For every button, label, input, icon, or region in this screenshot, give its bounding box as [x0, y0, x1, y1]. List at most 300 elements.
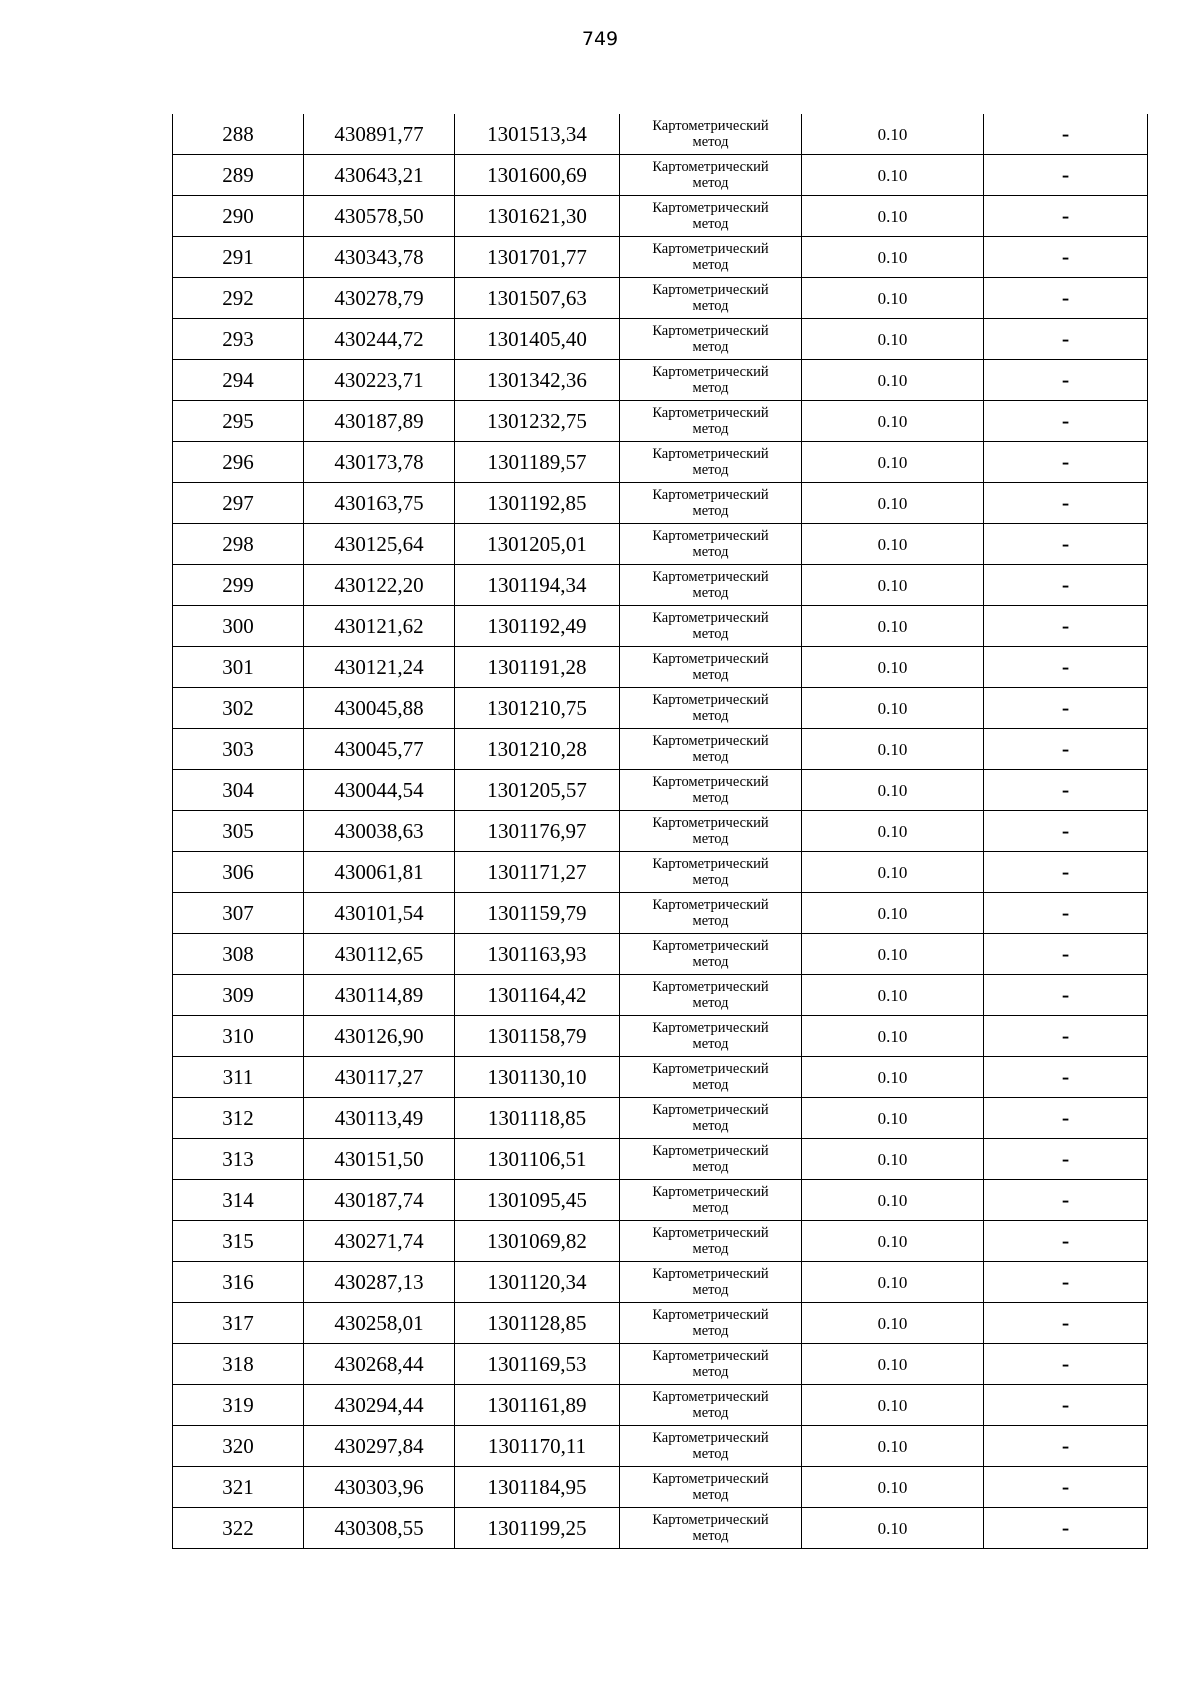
method-line-1: Картометрический	[652, 1471, 769, 1487]
method-cell	[620, 1139, 802, 1180]
accuracy-cell: 0.10	[802, 688, 984, 729]
method-cell	[620, 1303, 802, 1344]
description-cell: -	[984, 155, 1148, 196]
method-line-1: Картометрический	[652, 1348, 769, 1364]
x-coordinate-cell: 430045,77	[304, 729, 455, 770]
x-coordinate-cell: 430294,44	[304, 1385, 455, 1426]
description-cell: -	[984, 1139, 1148, 1180]
method-line-1: Картометрический	[652, 405, 769, 421]
point-number-cell: 322	[173, 1508, 304, 1549]
accuracy-cell: 0.10	[802, 1426, 984, 1467]
point-number-cell: 298	[173, 524, 304, 565]
x-coordinate-cell: 430038,63	[304, 811, 455, 852]
table-row	[173, 1016, 1148, 1057]
x-coordinate-cell: 430244,72	[304, 319, 455, 360]
description-cell: -	[984, 401, 1148, 442]
method-line-1: Картометрический	[652, 1020, 769, 1036]
method-line-2: метод	[692, 134, 729, 150]
description-cell: -	[984, 1303, 1148, 1344]
x-coordinate-cell: 430578,50	[304, 196, 455, 237]
method-line-1: Картометрический	[652, 1143, 769, 1159]
description-cell: -	[984, 852, 1148, 893]
method-cell	[620, 1016, 802, 1057]
point-number-cell: 314	[173, 1180, 304, 1221]
method-cell	[620, 1262, 802, 1303]
table-row	[173, 237, 1148, 278]
description-cell: -	[984, 1098, 1148, 1139]
accuracy-cell: 0.10	[802, 1467, 984, 1508]
accuracy-cell: 0.10	[802, 852, 984, 893]
method-cell	[620, 1467, 802, 1508]
table-row	[173, 770, 1148, 811]
table-row	[173, 811, 1148, 852]
y-coordinate-cell: 1301158,79	[455, 1016, 620, 1057]
method-line-2: метод	[692, 544, 729, 560]
method-cell	[620, 401, 802, 442]
method-line-1: Картометрический	[652, 692, 769, 708]
point-number-cell: 296	[173, 442, 304, 483]
accuracy-cell: 0.10	[802, 1508, 984, 1549]
method-cell	[620, 237, 802, 278]
description-cell: -	[984, 319, 1148, 360]
x-coordinate-cell: 430343,78	[304, 237, 455, 278]
method-line-2: метод	[692, 462, 729, 478]
table-row	[173, 1139, 1148, 1180]
description-cell: -	[984, 934, 1148, 975]
y-coordinate-cell: 1301176,97	[455, 811, 620, 852]
y-coordinate-cell: 1301169,53	[455, 1344, 620, 1385]
y-coordinate-cell: 1301210,75	[455, 688, 620, 729]
method-line-2: метод	[692, 1487, 729, 1503]
accuracy-cell: 0.10	[802, 1221, 984, 1262]
accuracy-cell: 0.10	[802, 975, 984, 1016]
point-number-cell: 310	[173, 1016, 304, 1057]
method-line-2: метод	[692, 1241, 729, 1257]
table-row	[173, 114, 1148, 155]
method-line-2: метод	[692, 831, 729, 847]
description-cell: -	[984, 237, 1148, 278]
accuracy-cell: 0.10	[802, 114, 984, 155]
description-cell: -	[984, 770, 1148, 811]
table-row	[173, 606, 1148, 647]
x-coordinate-cell: 430308,55	[304, 1508, 455, 1549]
x-coordinate-cell: 430045,88	[304, 688, 455, 729]
method-cell	[620, 442, 802, 483]
method-line-2: метод	[692, 421, 729, 437]
table-row	[173, 1303, 1148, 1344]
y-coordinate-cell: 1301120,34	[455, 1262, 620, 1303]
point-number-cell: 319	[173, 1385, 304, 1426]
point-number-cell: 290	[173, 196, 304, 237]
table-row	[173, 196, 1148, 237]
point-number-cell: 313	[173, 1139, 304, 1180]
x-coordinate-cell: 430891,77	[304, 114, 455, 155]
x-coordinate-cell: 430278,79	[304, 278, 455, 319]
point-number-cell: 307	[173, 893, 304, 934]
method-line-1: Картометрический	[652, 979, 769, 995]
y-coordinate-cell: 1301210,28	[455, 729, 620, 770]
method-line-2: метод	[692, 667, 729, 683]
accuracy-cell: 0.10	[802, 401, 984, 442]
method-cell	[620, 1098, 802, 1139]
y-coordinate-cell: 1301507,63	[455, 278, 620, 319]
method-line-2: метод	[692, 585, 729, 601]
accuracy-cell: 0.10	[802, 729, 984, 770]
point-number-cell: 295	[173, 401, 304, 442]
method-line-1: Картометрический	[652, 1266, 769, 1282]
accuracy-cell: 0.10	[802, 1057, 984, 1098]
y-coordinate-cell: 1301513,34	[455, 114, 620, 155]
table-row	[173, 934, 1148, 975]
y-coordinate-cell: 1301192,85	[455, 483, 620, 524]
accuracy-cell: 0.10	[802, 1098, 984, 1139]
x-coordinate-cell: 430268,44	[304, 1344, 455, 1385]
y-coordinate-cell: 1301199,25	[455, 1508, 620, 1549]
method-cell	[620, 1057, 802, 1098]
table-row	[173, 401, 1148, 442]
accuracy-cell: 0.10	[802, 1262, 984, 1303]
method-cell	[620, 155, 802, 196]
table-row	[173, 1508, 1148, 1549]
description-cell: -	[984, 1262, 1148, 1303]
description-cell: -	[984, 1344, 1148, 1385]
method-line-1: Картометрический	[652, 159, 769, 175]
accuracy-cell: 0.10	[802, 770, 984, 811]
table-row	[173, 1426, 1148, 1467]
method-line-1: Картометрический	[652, 569, 769, 585]
point-number-cell: 321	[173, 1467, 304, 1508]
accuracy-cell: 0.10	[802, 483, 984, 524]
x-coordinate-cell: 430121,62	[304, 606, 455, 647]
table-row	[173, 1344, 1148, 1385]
y-coordinate-cell: 1301189,57	[455, 442, 620, 483]
method-line-2: метод	[692, 1446, 729, 1462]
method-line-2: метод	[692, 1036, 729, 1052]
method-line-2: метод	[692, 339, 729, 355]
y-coordinate-cell: 1301701,77	[455, 237, 620, 278]
method-line-2: метод	[692, 503, 729, 519]
method-line-1: Картометрический	[652, 733, 769, 749]
table-row	[173, 975, 1148, 1016]
method-line-2: метод	[692, 626, 729, 642]
point-number-cell: 299	[173, 565, 304, 606]
method-line-1: Картометрический	[652, 200, 769, 216]
method-line-1: Картометрический	[652, 528, 769, 544]
x-coordinate-cell: 430117,27	[304, 1057, 455, 1098]
point-number-cell: 292	[173, 278, 304, 319]
table-row	[173, 1385, 1148, 1426]
method-line-2: метод	[692, 872, 729, 888]
description-cell: -	[984, 278, 1148, 319]
method-line-2: метод	[692, 1282, 729, 1298]
description-cell: -	[984, 1180, 1148, 1221]
method-line-2: метод	[692, 708, 729, 724]
x-coordinate-cell: 430287,13	[304, 1262, 455, 1303]
description-cell: -	[984, 1016, 1148, 1057]
y-coordinate-cell: 1301130,10	[455, 1057, 620, 1098]
method-line-2: метод	[692, 1323, 729, 1339]
accuracy-cell: 0.10	[802, 319, 984, 360]
method-line-1: Картометрический	[652, 1184, 769, 1200]
method-cell	[620, 565, 802, 606]
point-number-cell: 311	[173, 1057, 304, 1098]
point-number-cell: 305	[173, 811, 304, 852]
description-cell: -	[984, 565, 1148, 606]
accuracy-cell: 0.10	[802, 1344, 984, 1385]
point-number-cell: 306	[173, 852, 304, 893]
point-number-cell: 312	[173, 1098, 304, 1139]
method-line-1: Картометрический	[652, 651, 769, 667]
method-line-1: Картометрический	[652, 815, 769, 831]
accuracy-cell: 0.10	[802, 237, 984, 278]
table-row	[173, 1467, 1148, 1508]
table-row	[173, 1057, 1148, 1098]
point-number-cell: 317	[173, 1303, 304, 1344]
method-cell	[620, 1426, 802, 1467]
y-coordinate-cell: 1301600,69	[455, 155, 620, 196]
accuracy-cell: 0.10	[802, 155, 984, 196]
x-coordinate-cell: 430643,21	[304, 155, 455, 196]
y-coordinate-cell: 1301232,75	[455, 401, 620, 442]
point-number-cell: 304	[173, 770, 304, 811]
method-cell	[620, 647, 802, 688]
method-line-1: Картометрический	[652, 118, 769, 134]
x-coordinate-cell: 430303,96	[304, 1467, 455, 1508]
page-number: 749	[581, 28, 619, 50]
y-coordinate-cell: 1301161,89	[455, 1385, 620, 1426]
table-row	[173, 1098, 1148, 1139]
method-line-1: Картометрический	[652, 774, 769, 790]
y-coordinate-cell: 1301170,11	[455, 1426, 620, 1467]
table-row	[173, 155, 1148, 196]
description-cell: -	[984, 1057, 1148, 1098]
y-coordinate-cell: 1301205,57	[455, 770, 620, 811]
y-coordinate-cell: 1301184,95	[455, 1467, 620, 1508]
description-cell: -	[984, 811, 1148, 852]
y-coordinate-cell: 1301069,82	[455, 1221, 620, 1262]
method-cell	[620, 688, 802, 729]
method-line-2: метод	[692, 1364, 729, 1380]
table-row	[173, 647, 1148, 688]
x-coordinate-cell: 430258,01	[304, 1303, 455, 1344]
table-row	[173, 688, 1148, 729]
accuracy-cell: 0.10	[802, 893, 984, 934]
method-line-2: метод	[692, 257, 729, 273]
y-coordinate-cell: 1301192,49	[455, 606, 620, 647]
accuracy-cell: 0.10	[802, 811, 984, 852]
description-cell: -	[984, 1508, 1148, 1549]
coordinates-table-body	[173, 114, 1148, 1549]
method-line-1: Картометрический	[652, 1389, 769, 1405]
x-coordinate-cell: 430061,81	[304, 852, 455, 893]
accuracy-cell: 0.10	[802, 524, 984, 565]
method-line-2: метод	[692, 1118, 729, 1134]
description-cell: -	[984, 688, 1148, 729]
description-cell: -	[984, 975, 1148, 1016]
description-cell: -	[984, 1385, 1148, 1426]
coordinates-table	[172, 114, 1148, 1549]
point-number-cell: 318	[173, 1344, 304, 1385]
description-cell: -	[984, 114, 1148, 155]
point-number-cell: 309	[173, 975, 304, 1016]
x-coordinate-cell: 430126,90	[304, 1016, 455, 1057]
x-coordinate-cell: 430121,24	[304, 647, 455, 688]
description-cell: -	[984, 606, 1148, 647]
method-line-2: метод	[692, 380, 729, 396]
method-cell	[620, 770, 802, 811]
point-number-cell: 289	[173, 155, 304, 196]
point-number-cell: 320	[173, 1426, 304, 1467]
method-cell	[620, 114, 802, 155]
method-line-1: Картометрический	[652, 856, 769, 872]
point-number-cell: 293	[173, 319, 304, 360]
description-cell: -	[984, 1426, 1148, 1467]
method-cell	[620, 934, 802, 975]
method-line-2: метод	[692, 995, 729, 1011]
y-coordinate-cell: 1301405,40	[455, 319, 620, 360]
point-number-cell: 302	[173, 688, 304, 729]
accuracy-cell: 0.10	[802, 934, 984, 975]
accuracy-cell: 0.10	[802, 647, 984, 688]
table-row	[173, 1221, 1148, 1262]
x-coordinate-cell: 430112,65	[304, 934, 455, 975]
method-line-1: Картометрический	[652, 282, 769, 298]
method-line-2: метод	[692, 1528, 729, 1544]
point-number-cell: 301	[173, 647, 304, 688]
method-line-2: метод	[692, 954, 729, 970]
table-row	[173, 893, 1148, 934]
y-coordinate-cell: 1301621,30	[455, 196, 620, 237]
method-line-2: метод	[692, 1077, 729, 1093]
y-coordinate-cell: 1301342,36	[455, 360, 620, 401]
method-cell	[620, 1385, 802, 1426]
table-row	[173, 565, 1148, 606]
method-cell	[620, 278, 802, 319]
y-coordinate-cell: 1301128,85	[455, 1303, 620, 1344]
table-row	[173, 1262, 1148, 1303]
method-line-2: метод	[692, 1159, 729, 1175]
method-cell	[620, 852, 802, 893]
x-coordinate-cell: 430044,54	[304, 770, 455, 811]
method-line-1: Картометрический	[652, 1102, 769, 1118]
description-cell: -	[984, 729, 1148, 770]
description-cell: -	[984, 524, 1148, 565]
accuracy-cell: 0.10	[802, 1180, 984, 1221]
method-line-1: Картометрический	[652, 610, 769, 626]
accuracy-cell: 0.10	[802, 1385, 984, 1426]
method-line-2: метод	[692, 1405, 729, 1421]
accuracy-cell: 0.10	[802, 565, 984, 606]
table-row	[173, 278, 1148, 319]
method-cell	[620, 811, 802, 852]
method-line-2: метод	[692, 298, 729, 314]
method-line-1: Картометрический	[652, 241, 769, 257]
x-coordinate-cell: 430101,54	[304, 893, 455, 934]
method-line-2: метод	[692, 175, 729, 191]
x-coordinate-cell: 430173,78	[304, 442, 455, 483]
method-line-1: Картометрический	[652, 487, 769, 503]
method-line-2: метод	[692, 790, 729, 806]
method-cell	[620, 483, 802, 524]
point-number-cell: 288	[173, 114, 304, 155]
x-coordinate-cell: 430163,75	[304, 483, 455, 524]
table-row	[173, 319, 1148, 360]
method-cell	[620, 1344, 802, 1385]
method-line-1: Картометрический	[652, 1225, 769, 1241]
accuracy-cell: 0.10	[802, 1016, 984, 1057]
x-coordinate-cell: 430187,74	[304, 1180, 455, 1221]
method-cell	[620, 1180, 802, 1221]
description-cell: -	[984, 1467, 1148, 1508]
table-row	[173, 852, 1148, 893]
accuracy-cell: 0.10	[802, 278, 984, 319]
method-cell	[620, 606, 802, 647]
method-line-1: Картометрический	[652, 446, 769, 462]
x-coordinate-cell: 430122,20	[304, 565, 455, 606]
point-number-cell: 297	[173, 483, 304, 524]
method-cell	[620, 893, 802, 934]
x-coordinate-cell: 430113,49	[304, 1098, 455, 1139]
description-cell: -	[984, 893, 1148, 934]
table-row	[173, 360, 1148, 401]
accuracy-cell: 0.10	[802, 360, 984, 401]
x-coordinate-cell: 430114,89	[304, 975, 455, 1016]
method-cell	[620, 729, 802, 770]
x-coordinate-cell: 430271,74	[304, 1221, 455, 1262]
method-line-1: Картометрический	[652, 897, 769, 913]
description-cell: -	[984, 442, 1148, 483]
y-coordinate-cell: 1301171,27	[455, 852, 620, 893]
accuracy-cell: 0.10	[802, 606, 984, 647]
point-number-cell: 308	[173, 934, 304, 975]
table-row	[173, 1180, 1148, 1221]
y-coordinate-cell: 1301194,34	[455, 565, 620, 606]
x-coordinate-cell: 430151,50	[304, 1139, 455, 1180]
description-cell: -	[984, 1221, 1148, 1262]
x-coordinate-cell: 430125,64	[304, 524, 455, 565]
y-coordinate-cell: 1301106,51	[455, 1139, 620, 1180]
method-line-1: Картометрический	[652, 364, 769, 380]
method-line-1: Картометрический	[652, 1307, 769, 1323]
method-line-1: Картометрический	[652, 938, 769, 954]
description-cell: -	[984, 483, 1148, 524]
point-number-cell: 291	[173, 237, 304, 278]
point-number-cell: 294	[173, 360, 304, 401]
method-cell	[620, 319, 802, 360]
description-cell: -	[984, 196, 1148, 237]
description-cell: -	[984, 647, 1148, 688]
point-number-cell: 316	[173, 1262, 304, 1303]
point-number-cell: 315	[173, 1221, 304, 1262]
x-coordinate-cell: 430223,71	[304, 360, 455, 401]
y-coordinate-cell: 1301095,45	[455, 1180, 620, 1221]
y-coordinate-cell: 1301163,93	[455, 934, 620, 975]
method-cell	[620, 975, 802, 1016]
description-cell: -	[984, 360, 1148, 401]
y-coordinate-cell: 1301164,42	[455, 975, 620, 1016]
method-cell	[620, 1221, 802, 1262]
accuracy-cell: 0.10	[802, 1303, 984, 1344]
y-coordinate-cell: 1301191,28	[455, 647, 620, 688]
table-row	[173, 524, 1148, 565]
method-cell	[620, 196, 802, 237]
method-cell	[620, 360, 802, 401]
y-coordinate-cell: 1301205,01	[455, 524, 620, 565]
method-line-1: Картометрический	[652, 1430, 769, 1446]
method-line-1: Картометрический	[652, 1512, 769, 1528]
x-coordinate-cell: 430297,84	[304, 1426, 455, 1467]
method-line-2: метод	[692, 913, 729, 929]
